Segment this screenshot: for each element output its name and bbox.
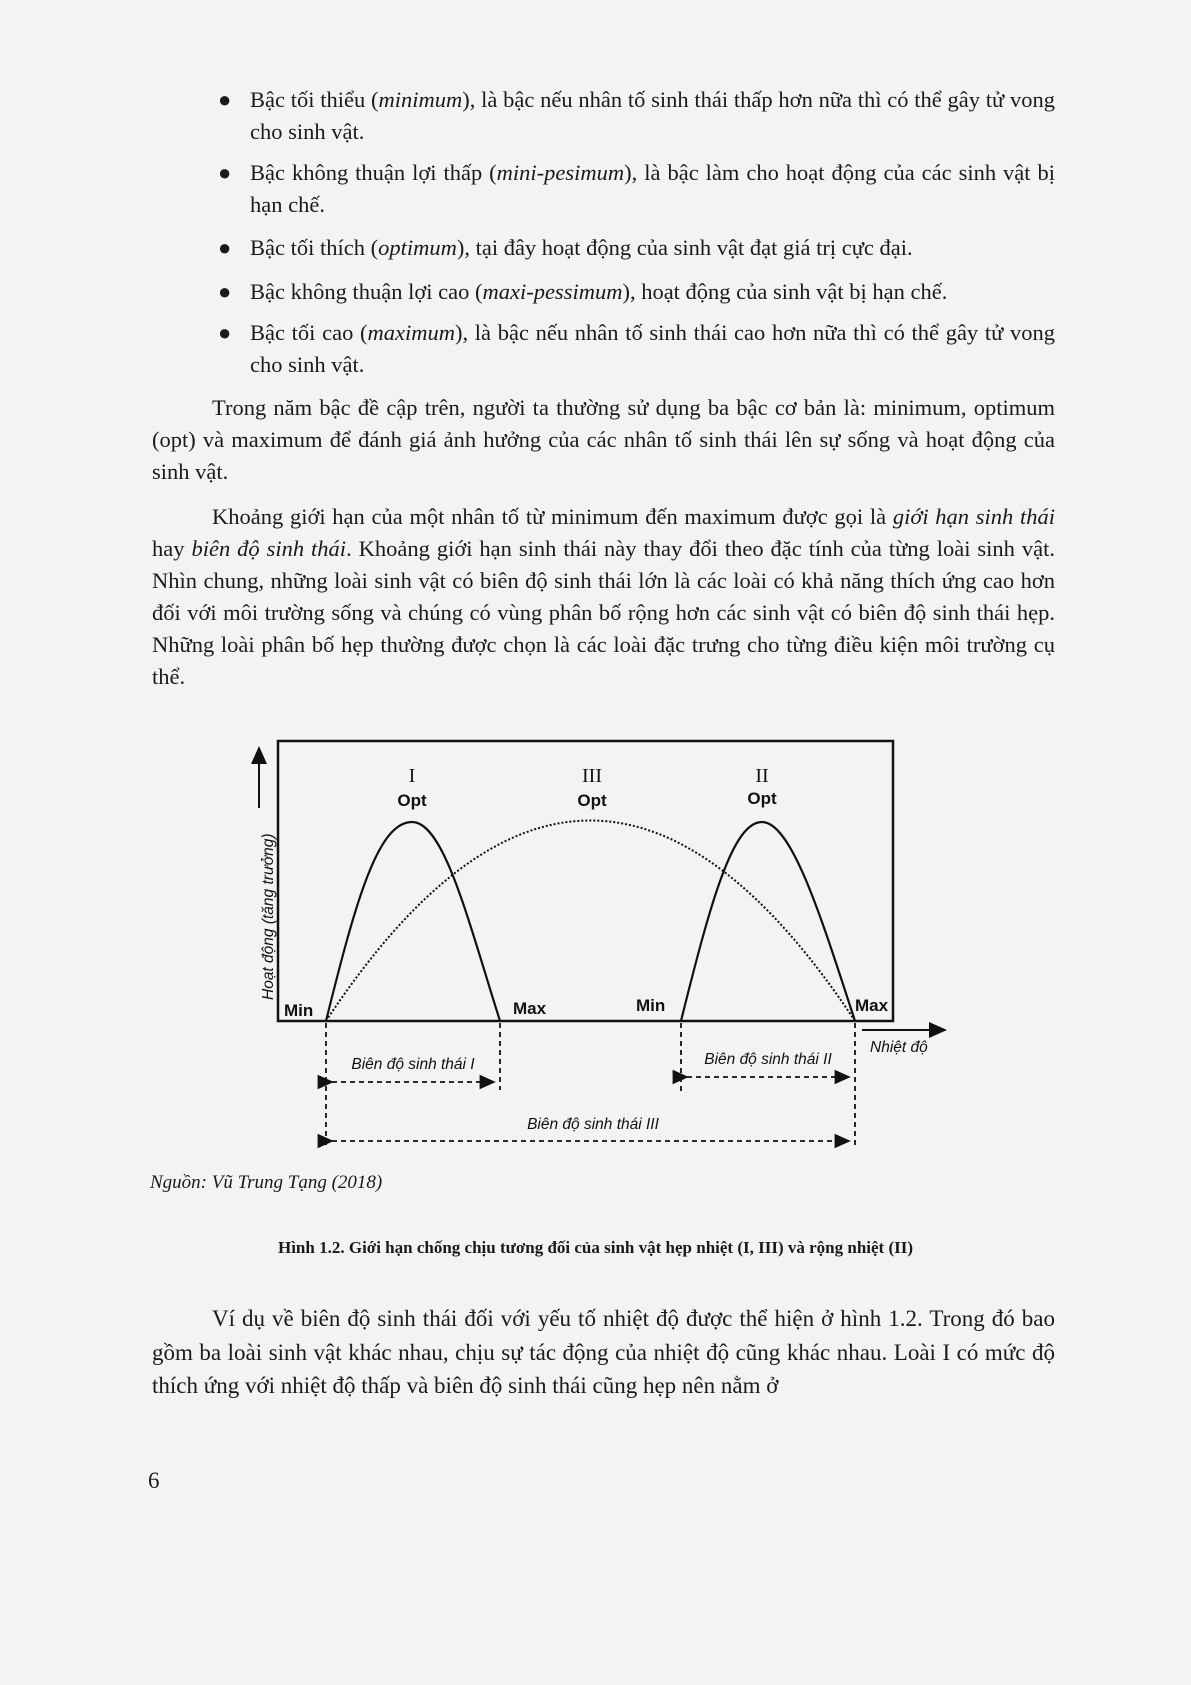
text-run: Ví dụ về biên độ sinh thái đối với yếu tố nhiệt độ được thể hiện ở hình 1.2. Trong đó bao gồm ba loài sinh vật khác nhau, chịu sự tác động của nhiệt độ cũng khác nhau. Loài I có mức độ thích ứng với nhiệt độ thấp và biên độ sinh thái cũng hẹp nên nằm ở xyxy=(152,1306,1055,1398)
x-axis-label: Nhiệt độ xyxy=(870,1039,928,1056)
paragraph xyxy=(152,1302,1055,1403)
opt-label-II: Opt xyxy=(747,789,777,808)
min-label-II: Min xyxy=(636,996,666,1015)
opt-label-I: Opt xyxy=(397,791,427,810)
curve-species-II xyxy=(681,822,855,1021)
text-run: Trong năm bậc đề cập trên, người ta thường sử dụng ba bậc cơ bản là: minimum, optimum (opt) và maximum để đánh giá ảnh hưởng của các nhân tố sinh thái lên sự sống và hoạt động của sinh vật. xyxy=(152,395,1055,484)
bullet-dot: ● xyxy=(218,279,232,304)
bullet-dot: ● xyxy=(218,235,232,260)
bullet-dot: ● xyxy=(218,160,232,185)
italic-term: minimum xyxy=(378,87,463,112)
italic-term: maximum xyxy=(367,320,455,345)
text-run: Bậc không thuận lợi cao ( xyxy=(250,279,483,304)
italic-term: biên độ sinh thái xyxy=(191,536,347,561)
italic-term: mini-pesimum xyxy=(496,160,625,185)
species-label-III: III xyxy=(582,765,602,787)
curve-species-III xyxy=(326,821,855,1022)
text-run: Bậc tối thiểu ( xyxy=(250,87,379,112)
page-number: 6 xyxy=(148,1468,160,1493)
text-run: ), tại đây hoạt động của sinh vật đạt giá trị cực đại. xyxy=(456,235,913,260)
text-run: Bậc không thuận lợi thấp ( xyxy=(250,160,497,185)
text-run: ), là bậc nếu nhân tố sinh thái cao hơn nữa thì có thể gây tử vong cho sinh vật. xyxy=(250,320,1055,377)
max-label-I: Max xyxy=(513,999,547,1018)
figure-caption: Hình 1.2. Giới hạn chống chịu tương đối của sinh vật hẹp nhiệt (I, III) và rộng nhiệt (II) xyxy=(277,1238,914,1257)
min-label-I: Min xyxy=(284,1001,314,1020)
opt-label-III: Opt xyxy=(577,791,607,810)
italic-term: optimum xyxy=(378,235,457,260)
text-run: Bậc tối cao ( xyxy=(250,320,368,345)
italic-term: maxi-pessimum xyxy=(482,279,623,304)
text-run: . Khoảng giới hạn sinh thái này thay đổi theo đặc tính của từng loài sinh vật. Nhìn chung, những loài sinh vật có biên độ sinh thái lớn là các loài có khả năng thích ứng cao hơn đối với môi trường sống và chúng có vùng phân bố rộng hơn các sinh vật có biên độ sinh thái hẹp. Những loài phân bố hẹp thường được chọn là các loài đặc trưng cho từng điều kiện môi trường cụ thể. xyxy=(152,536,1055,689)
text-run: hay xyxy=(152,536,192,561)
range-label-I: Biên độ sinh thái I xyxy=(351,1056,475,1073)
species-label-I: I xyxy=(408,765,416,787)
species-label-II: II xyxy=(755,765,769,787)
text-run: Bậc tối thích ( xyxy=(250,235,379,260)
bullet-dot: ● xyxy=(218,87,232,112)
bullet-dot: ● xyxy=(218,320,232,345)
figure-source: Nguồn: Vũ Trung Tạng (2018) xyxy=(150,1172,383,1193)
text-run: ), là bậc nếu nhân tố sinh thái thấp hơn nữa thì có thể gây tử vong cho sinh vật. xyxy=(250,87,1056,144)
y-axis-label: Hoạt động (tăng trưởng) xyxy=(260,833,277,1000)
italic-term: giới hạn sinh thái xyxy=(892,504,1055,529)
range-label-II: Biên độ sinh thái II xyxy=(704,1051,832,1068)
text-run: Khoảng giới hạn của một nhân tố từ minimum đến maximum được gọi là xyxy=(212,504,893,529)
text-run: ), hoạt động của sinh vật bị hạn chế. xyxy=(622,279,948,304)
text-run: ), là bậc làm cho hoạt động của các sinh vật bị hạn chế. xyxy=(250,160,1055,217)
curve-species-I xyxy=(326,822,500,1021)
max-label-II: Max xyxy=(855,996,889,1015)
range-label-III: Biên độ sinh thái III xyxy=(527,1116,659,1133)
